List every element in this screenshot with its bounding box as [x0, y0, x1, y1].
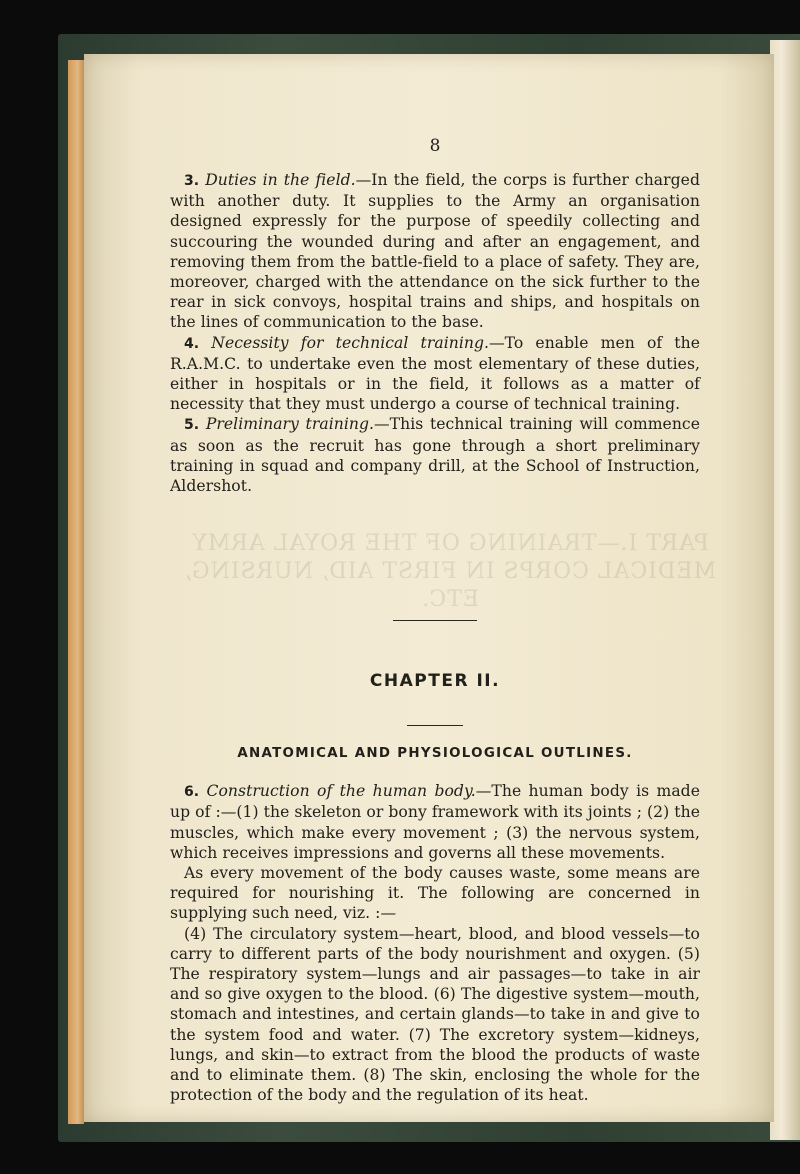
page-content	[170, 62, 700, 1106]
paragraph-text: —This technical training will commence as soon as the recruit has gone through a short preliminary training in squad and company drill, at the School of Instruction, Aldershot.	[170, 415, 700, 496]
paragraph-number: 6.	[184, 784, 200, 801]
chapter-title: CHAPTER II.	[369, 671, 501, 692]
paragraph-5	[170, 414, 700, 496]
paragraph-number: 3.	[184, 173, 200, 189]
paragraph-4	[170, 333, 700, 415]
section-divider	[393, 620, 477, 621]
paragraph-title: Duties in the field.	[205, 171, 356, 189]
page-number: 8	[429, 136, 441, 156]
paragraph-title: Preliminary training.	[205, 415, 375, 434]
paragraph-number: 5.	[184, 417, 200, 434]
paragraph-6-nourishment: As every movement of the body causes waste, some means are required for nourishing it. The following are concerned in supplying such need, viz. :—	[170, 864, 700, 923]
paragraph-text: —In the field, the corps is further charged with another duty. It supplies to the Army an organisation designed expressly for the purpose of speedily collecting and succouring the wounded during and after an engagement, and removing them from the battle-field to a place of safety. They are, moreover, charged with the attendance on the sick further to the rear in sick convoys, hospital trains and ships, and hospitals on the lines of communication to the base.	[170, 171, 700, 332]
page-edge-left	[68, 60, 84, 1124]
show-through-text: PART I.—TRAINING OF THE ROYAL ARMY MEDICAL CORPS IN FIRST AID, NURSING, ETC.	[183, 531, 717, 612]
chapter-divider	[407, 725, 463, 726]
chapter-heading: ANATOMICAL AND PHYSIOLOGICAL OUTLINES.	[237, 746, 633, 762]
paragraph-title: Necessity for technical training.	[211, 333, 489, 352]
paragraph-6	[170, 781, 700, 863]
paragraph-text: —The human body is made up of :—(1) the skeleton or bony framework with its joints ; (2) the muscles, which make every movement ; (3) the nervous system, which receives impressions and governs all these movements.	[170, 782, 700, 862]
paragraph-number: 4.	[184, 335, 200, 352]
paragraph-text: —To enable men of the R.A.M.C. to undertake even the most elementary of these duties, either in hospitals or in the field, it follows as a matter of necessity that they must undergo a course of technical training.	[170, 333, 700, 414]
paragraph-title: Construction of the human body.	[206, 782, 476, 801]
page-edge-right	[770, 40, 800, 1140]
paragraph-3	[170, 170, 700, 333]
paragraph-6-systems: (4) The circulatory system—heart, blood, and blood vessels—to carry to different parts of the body nourishment and oxygen. (5) The respiratory system—lungs and air passages—to take in air and so give oxygen to the blood. (6) The digestive system—mouth, stomach and intestines, and certain glands—to take in and give to the system food and water. (7) The excretory system—kidneys, lungs, and skin—to extract from the blood the products of waste and to eliminate them. (8) The skin, enclosing the whole for the protection of the body and the regulation of its heat.	[170, 924, 700, 1105]
